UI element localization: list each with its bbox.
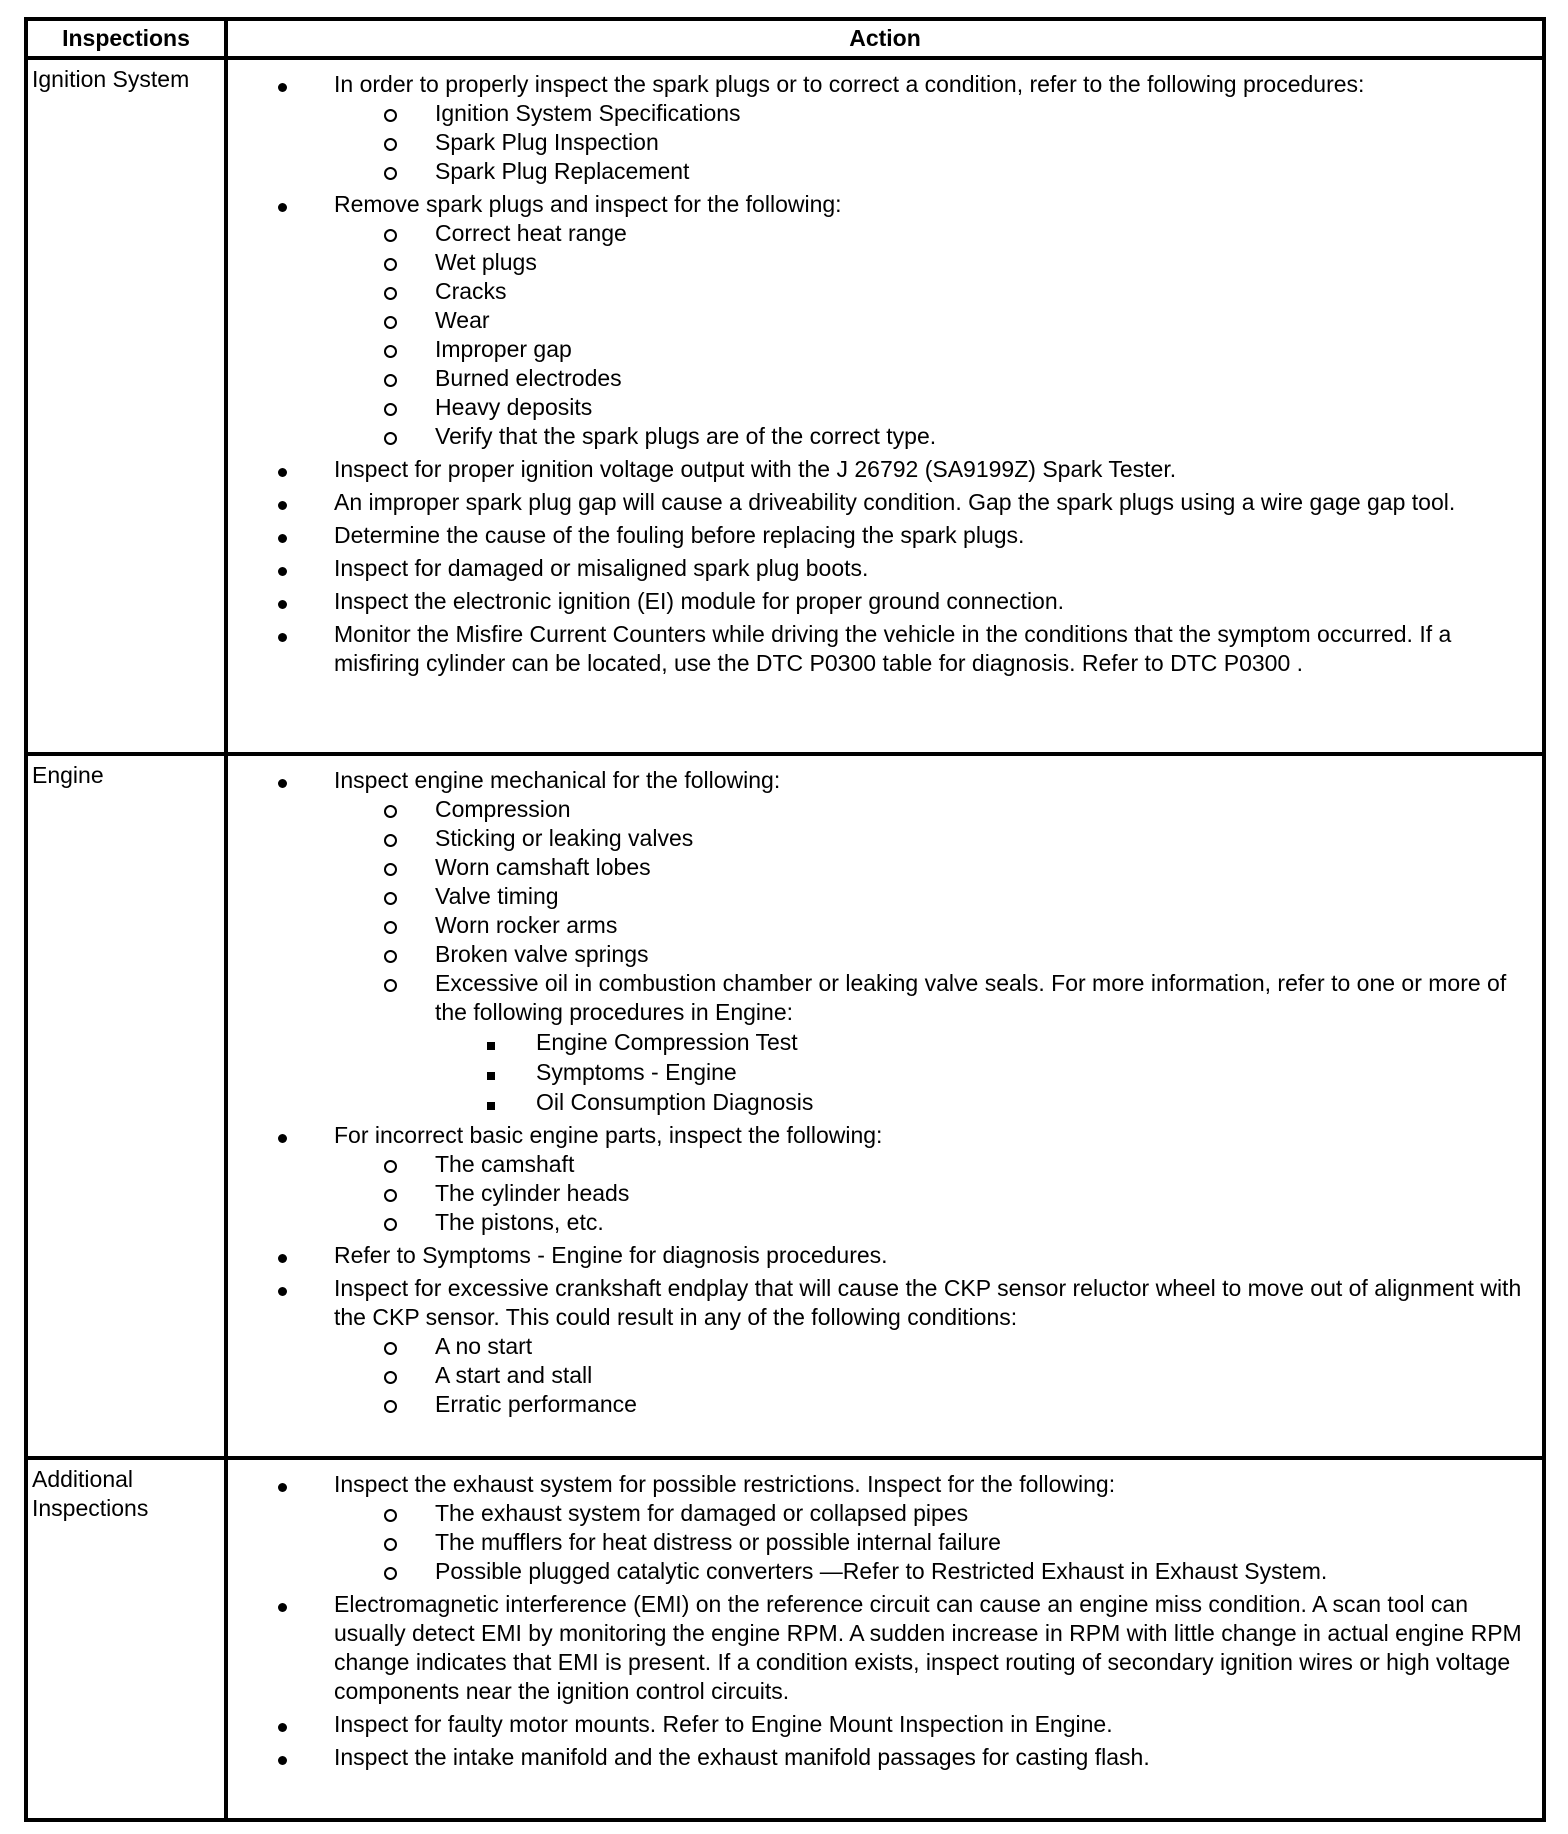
list-item-text: Inspect the electronic ignition (EI) module for proper ground connection.: [334, 588, 1065, 614]
circle-bullet-icon: [384, 1160, 397, 1173]
circle-bullet-icon: [384, 167, 397, 180]
bullet-marker: [384, 853, 397, 883]
circle-bullet-icon: [384, 805, 397, 818]
circle-bullet-icon: [384, 109, 397, 122]
list-item-text: Ignition System Specifications: [435, 100, 741, 126]
bullet-marker: [384, 248, 397, 278]
bullet-marker: [384, 1361, 397, 1391]
list-item-text: Inspect for damaged or misaligned spark plug boots.: [334, 555, 869, 581]
bullet-marker: [384, 1528, 397, 1558]
inspection-cell: Ignition System: [26, 58, 226, 754]
circle-bullet-icon: [384, 403, 397, 416]
list-item: [435, 219, 1536, 248]
list-item-text: Inspect the intake manifold and the exhaust manifold passages for casting flash.: [334, 1744, 1150, 1770]
list-item: [435, 306, 1536, 335]
list-item-text: Worn camshaft lobes: [435, 854, 651, 880]
sub-list: [334, 1332, 1536, 1419]
list-item: [435, 1499, 1536, 1528]
bullet-marker: [384, 157, 397, 187]
bullet-marker: [384, 1557, 397, 1587]
sub-list: [334, 99, 1536, 186]
bullet-list: [228, 1470, 1536, 1772]
list-item-text: The camshaft: [435, 1151, 575, 1177]
bullet-marker: [487, 1088, 495, 1117]
bullet-marker: [278, 1710, 287, 1739]
list-item-text: Erratic performance: [435, 1391, 637, 1417]
circle-bullet-icon: [384, 979, 397, 992]
disc-bullet-icon: [278, 1603, 287, 1612]
circle-bullet-icon: [384, 287, 397, 300]
circle-bullet-icon: [384, 1400, 397, 1413]
list-item-text: Monitor the Misfire Current Counters while driving the vehicle in the conditions that the symptom occurred. If a misfiring cylinder can be located, use the DTC P0300 table for diagnosis. Refer to DTC P0300 .: [334, 621, 1452, 676]
bullet-marker: [384, 1208, 397, 1238]
inspection-table: [24, 17, 1546, 1822]
disc-bullet-icon: [278, 1723, 287, 1732]
circle-bullet-icon: [384, 138, 397, 151]
table-row: [26, 58, 1544, 754]
bullet-marker: [384, 422, 397, 452]
list-item-text: The cylinder heads: [435, 1180, 630, 1206]
list-item: [334, 587, 1536, 616]
bullet-marker: [278, 455, 287, 484]
list-item: [334, 1470, 1536, 1586]
circle-bullet-icon: [384, 316, 397, 329]
bullet-marker: [384, 1499, 397, 1529]
circle-bullet-icon: [384, 1538, 397, 1551]
list-item: [435, 128, 1536, 157]
bullet-marker: [278, 190, 287, 219]
list-item: [435, 795, 1536, 824]
circle-bullet-icon: [384, 432, 397, 445]
list-item-text: Broken valve springs: [435, 941, 649, 967]
list-item-text: Inspect the exhaust system for possible restrictions. Inspect for the following:: [334, 1471, 1116, 1497]
list-item: [435, 940, 1536, 969]
action-cell: [226, 58, 1544, 754]
list-item-text: Remove spark plugs and inspect for the following:: [334, 191, 842, 217]
bullet-marker: [384, 824, 397, 854]
list-item: [334, 488, 1536, 517]
disc-bullet-icon: [278, 1134, 287, 1143]
list-item-text: Worn rocker arms: [435, 912, 618, 938]
list-item: [435, 853, 1536, 882]
list-item-text: Heavy deposits: [435, 394, 593, 420]
inspection-cell: Engine: [26, 754, 226, 1458]
list-item-text: Improper gap: [435, 336, 572, 362]
list-item: [435, 422, 1536, 451]
list-item: [536, 1028, 1536, 1057]
bullet-marker: [278, 620, 287, 649]
disc-bullet-icon: [278, 468, 287, 477]
bullet-marker: [278, 521, 287, 550]
inspection-cell: Additional Inspections: [26, 1458, 226, 1820]
bullet-marker: [384, 335, 397, 365]
list-item: [435, 1208, 1536, 1237]
square-bullet-icon: [487, 1072, 495, 1080]
disc-bullet-icon: [278, 1287, 287, 1296]
sub-sub-list: [435, 1028, 1536, 1117]
list-item: [536, 1058, 1536, 1087]
circle-bullet-icon: [384, 1342, 397, 1355]
list-item: [435, 1150, 1536, 1179]
list-item-text: Spark Plug Inspection: [435, 129, 659, 155]
list-item: [334, 455, 1536, 484]
list-item: [435, 1179, 1536, 1208]
circle-bullet-icon: [384, 1189, 397, 1202]
list-item-text: Spark Plug Replacement: [435, 158, 690, 184]
circle-bullet-icon: [384, 1371, 397, 1384]
list-item-text: Engine Compression Test: [536, 1029, 798, 1055]
disc-bullet-icon: [278, 600, 287, 609]
circle-bullet-icon: [384, 345, 397, 358]
list-item: [334, 620, 1536, 678]
list-item: [435, 1557, 1536, 1586]
disc-bullet-icon: [278, 567, 287, 576]
circle-bullet-icon: [384, 1509, 397, 1522]
list-item: [334, 190, 1536, 451]
list-item-text: Cracks: [435, 278, 507, 304]
sub-list: [334, 1499, 1536, 1586]
list-item: [435, 364, 1536, 393]
bullet-marker: [384, 1332, 397, 1362]
bullet-marker: [384, 393, 397, 423]
bullet-list: [228, 766, 1536, 1419]
list-item: [435, 1332, 1536, 1361]
list-item-text: The pistons, etc.: [435, 1209, 604, 1235]
disc-bullet-icon: [278, 501, 287, 510]
bullet-marker: [384, 364, 397, 394]
list-item-text: Compression: [435, 796, 571, 822]
list-item: [435, 157, 1536, 186]
bullet-marker: [384, 277, 397, 307]
list-item: [435, 335, 1536, 364]
bullet-marker: [384, 969, 397, 999]
disc-bullet-icon: [278, 1254, 287, 1263]
list-item: [435, 248, 1536, 277]
action-cell: [226, 1458, 1544, 1820]
circle-bullet-icon: [384, 229, 397, 242]
circle-bullet-icon: [384, 1218, 397, 1231]
circle-bullet-icon: [384, 921, 397, 934]
bullet-marker: [278, 488, 287, 517]
list-item-text: A start and stall: [435, 1362, 593, 1388]
disc-bullet-icon: [278, 83, 287, 92]
table-row: [26, 754, 1544, 1458]
list-item: [334, 1590, 1536, 1706]
list-item: [334, 1274, 1536, 1419]
bullet-marker: [487, 1058, 495, 1087]
list-item: [334, 1743, 1536, 1772]
bullet-marker: [384, 940, 397, 970]
circle-bullet-icon: [384, 863, 397, 876]
list-item: [435, 824, 1536, 853]
list-item-text: Symptoms - Engine: [536, 1059, 737, 1085]
list-item-text: The exhaust system for damaged or collapsed pipes: [435, 1500, 969, 1526]
list-item: [435, 882, 1536, 911]
bullet-marker: [278, 1274, 287, 1303]
action-cell: [226, 754, 1544, 1458]
list-item: [536, 1088, 1536, 1117]
bullet-marker: [278, 1241, 287, 1270]
list-item: [435, 1361, 1536, 1390]
bullet-marker: [384, 128, 397, 158]
list-item: [334, 1710, 1536, 1739]
list-item: [334, 521, 1536, 550]
header-action: Action: [226, 19, 1544, 58]
bullet-marker: [384, 911, 397, 941]
bullet-marker: [487, 1028, 495, 1057]
list-item: [435, 393, 1536, 422]
circle-bullet-icon: [384, 258, 397, 271]
header-row: [26, 19, 1544, 58]
list-item-text: The mufflers for heat distress or possible internal failure: [435, 1529, 1001, 1555]
circle-bullet-icon: [384, 834, 397, 847]
list-item: [334, 554, 1536, 583]
bullet-marker: [384, 306, 397, 336]
list-item: [435, 969, 1536, 1117]
circle-bullet-icon: [384, 374, 397, 387]
list-item: [334, 1121, 1536, 1237]
bullet-marker: [384, 1179, 397, 1209]
bullet-marker: [278, 70, 287, 99]
list-item: [334, 1241, 1536, 1270]
header-inspections: Inspections: [26, 19, 226, 58]
list-item-text: Excessive oil in combustion chamber or leaking valve seals. For more information, refer to one or more of the following procedures in Engine:: [435, 970, 1507, 1025]
disc-bullet-icon: [278, 1483, 287, 1492]
list-item-text: Determine the cause of the fouling before replacing the spark plugs.: [334, 522, 1025, 548]
bullet-list: [228, 70, 1536, 678]
sub-list: [334, 795, 1536, 1117]
disc-bullet-icon: [278, 779, 287, 788]
list-item-text: Oil Consumption Diagnosis: [536, 1089, 814, 1115]
list-item-text: Inspect for excessive crankshaft endplay that will cause the CKP sensor reluctor wheel to move out of alignment with the CKP sensor. This could result in any of the following conditions:: [334, 1275, 1522, 1330]
list-item-text: A no start: [435, 1333, 533, 1359]
list-item: [435, 1528, 1536, 1557]
bullet-marker: [278, 1121, 287, 1150]
bullet-marker: [384, 219, 397, 249]
bullet-marker: [278, 587, 287, 616]
list-item-text: For incorrect basic engine parts, inspect the following:: [334, 1122, 883, 1148]
list-item-text: Inspect for faulty motor mounts. Refer to Engine Mount Inspection in Engine.: [334, 1711, 1113, 1737]
disc-bullet-icon: [278, 534, 287, 543]
list-item: [435, 99, 1536, 128]
list-item: [334, 766, 1536, 1117]
disc-bullet-icon: [278, 1756, 287, 1765]
list-item-text: Valve timing: [435, 883, 559, 909]
sub-list: [334, 219, 1536, 451]
list-item-text: Sticking or leaking valves: [435, 825, 694, 851]
square-bullet-icon: [487, 1042, 495, 1050]
list-item-text: Wet plugs: [435, 249, 537, 275]
list-item-text: Burned electrodes: [435, 365, 622, 391]
sub-list: [334, 1150, 1536, 1237]
list-item-text: An improper spark plug gap will cause a driveability condition. Gap the spark plugs using a wire gage gap tool.: [334, 489, 1456, 515]
list-item-text: Inspect engine mechanical for the following:: [334, 767, 781, 793]
square-bullet-icon: [487, 1102, 495, 1110]
circle-bullet-icon: [384, 950, 397, 963]
list-item-text: Correct heat range: [435, 220, 627, 246]
list-item-text: Verify that the spark plugs are of the correct type.: [435, 423, 937, 449]
bullet-marker: [384, 1390, 397, 1420]
bullet-marker: [384, 99, 397, 129]
circle-bullet-icon: [384, 1567, 397, 1580]
list-item: [435, 1390, 1536, 1419]
list-item-text: Electromagnetic interference (EMI) on the reference circuit can cause an engine miss condition. A scan tool can usually detect EMI by monitoring the engine RPM. A sudden increase in RPM with little change in actual engine RPM change indicates that EMI is present. If a condition exists, inspect routing of secondary ignition wires or high voltage components near the ignition control circuits.: [334, 1591, 1522, 1704]
disc-bullet-icon: [278, 633, 287, 642]
list-item-text: In order to properly inspect the spark plugs or to correct a condition, refer to the following procedures:: [334, 71, 1365, 97]
bullet-marker: [384, 1150, 397, 1180]
list-item-text: Possible plugged catalytic converters —Refer to Restricted Exhaust in Exhaust System.: [435, 1558, 1328, 1584]
list-item: [334, 70, 1536, 186]
bullet-marker: [278, 1590, 287, 1619]
bullet-marker: [384, 795, 397, 825]
disc-bullet-icon: [278, 203, 287, 212]
bullet-marker: [278, 1743, 287, 1772]
bullet-marker: [384, 882, 397, 912]
table-row: [26, 1458, 1544, 1820]
list-item: [435, 277, 1536, 306]
bullet-marker: [278, 766, 287, 795]
list-item-text: Inspect for proper ignition voltage output with the J 26792 (SA9199Z) Spark Tester.: [334, 456, 1177, 482]
list-item-text: Refer to Symptoms - Engine for diagnosis procedures.: [334, 1242, 888, 1268]
circle-bullet-icon: [384, 892, 397, 905]
bullet-marker: [278, 554, 287, 583]
list-item-text: Wear: [435, 307, 490, 333]
list-item: [435, 911, 1536, 940]
bullet-marker: [278, 1470, 287, 1499]
